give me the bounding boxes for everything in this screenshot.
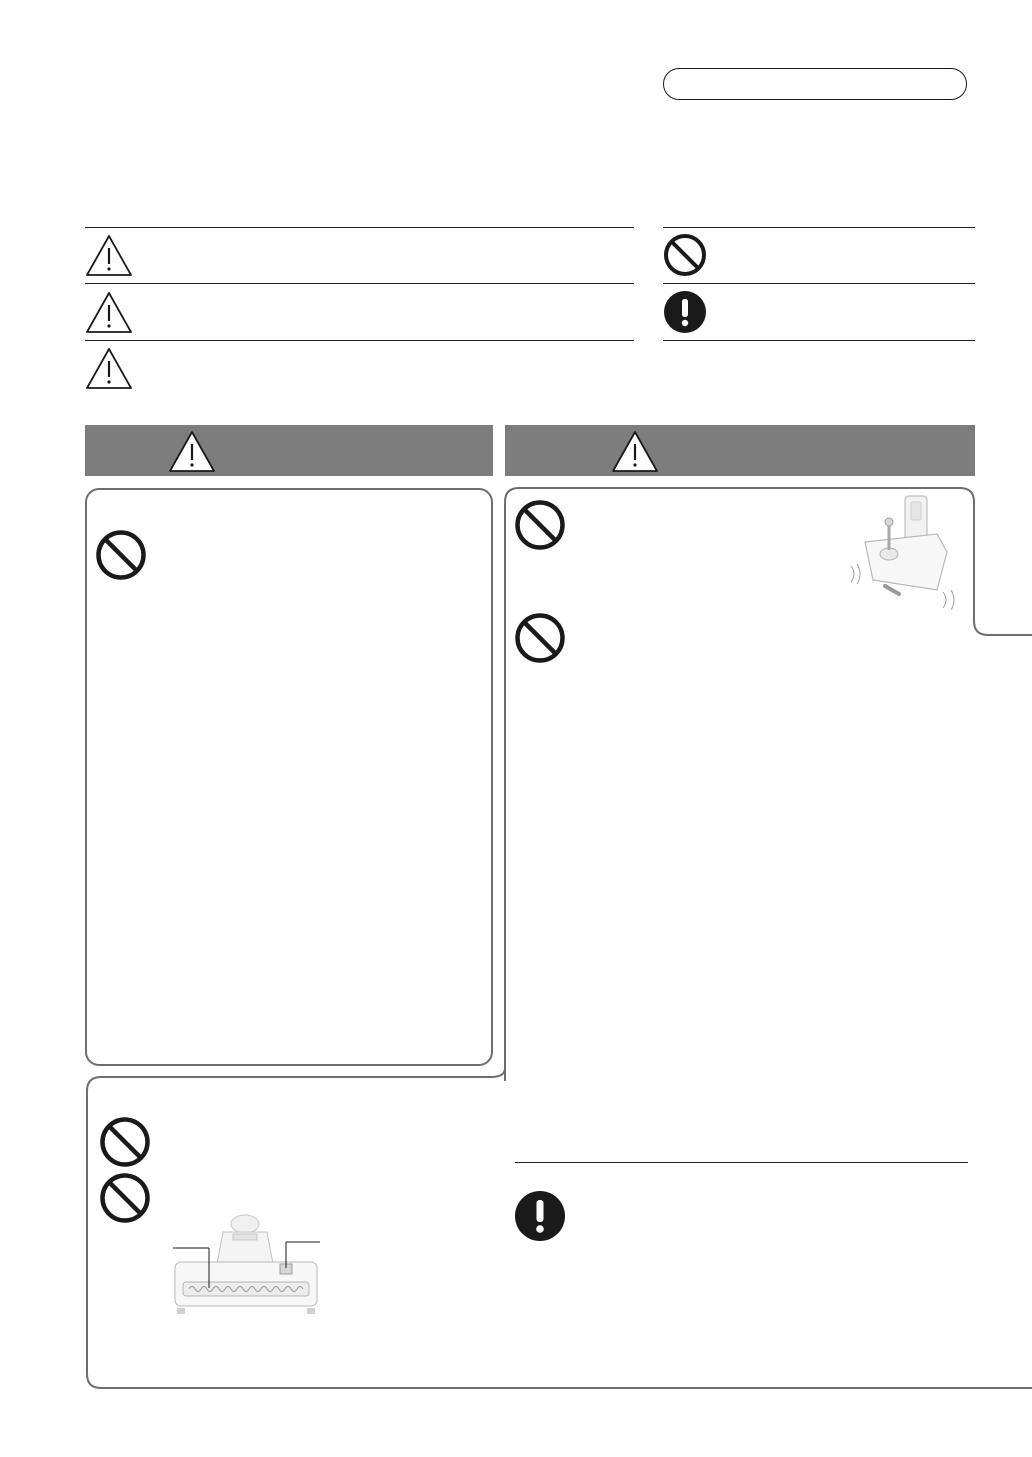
legend-divider bbox=[85, 227, 634, 228]
legend-divider bbox=[85, 340, 634, 341]
prohibition-icon bbox=[663, 233, 707, 277]
prohibition-icon bbox=[99, 1116, 151, 1168]
mandatory-action-icon bbox=[663, 290, 707, 334]
prohibition-icon bbox=[514, 499, 566, 551]
mandatory-action-icon bbox=[514, 1190, 566, 1242]
warning-triangle-icon bbox=[84, 233, 134, 278]
section-header-left bbox=[85, 425, 493, 476]
section-header-right bbox=[505, 425, 975, 476]
warning-triangle-icon bbox=[84, 290, 134, 335]
warning-triangle-icon bbox=[84, 346, 134, 391]
vacuum-nozzle-illustration bbox=[845, 494, 970, 621]
prohibition-icon bbox=[95, 529, 147, 581]
prohibition-icon bbox=[514, 612, 566, 664]
legend-divider bbox=[663, 283, 975, 284]
content-divider bbox=[515, 1162, 968, 1163]
warning-triangle-icon bbox=[610, 429, 660, 474]
legend-divider bbox=[663, 340, 975, 341]
prohibition-icon bbox=[99, 1172, 151, 1224]
section-tab-pill bbox=[663, 68, 967, 100]
legend-divider bbox=[85, 283, 634, 284]
legend-divider bbox=[663, 227, 975, 228]
warning-triangle-icon bbox=[167, 429, 217, 474]
nozzle-bottom-illustration bbox=[165, 1212, 327, 1323]
